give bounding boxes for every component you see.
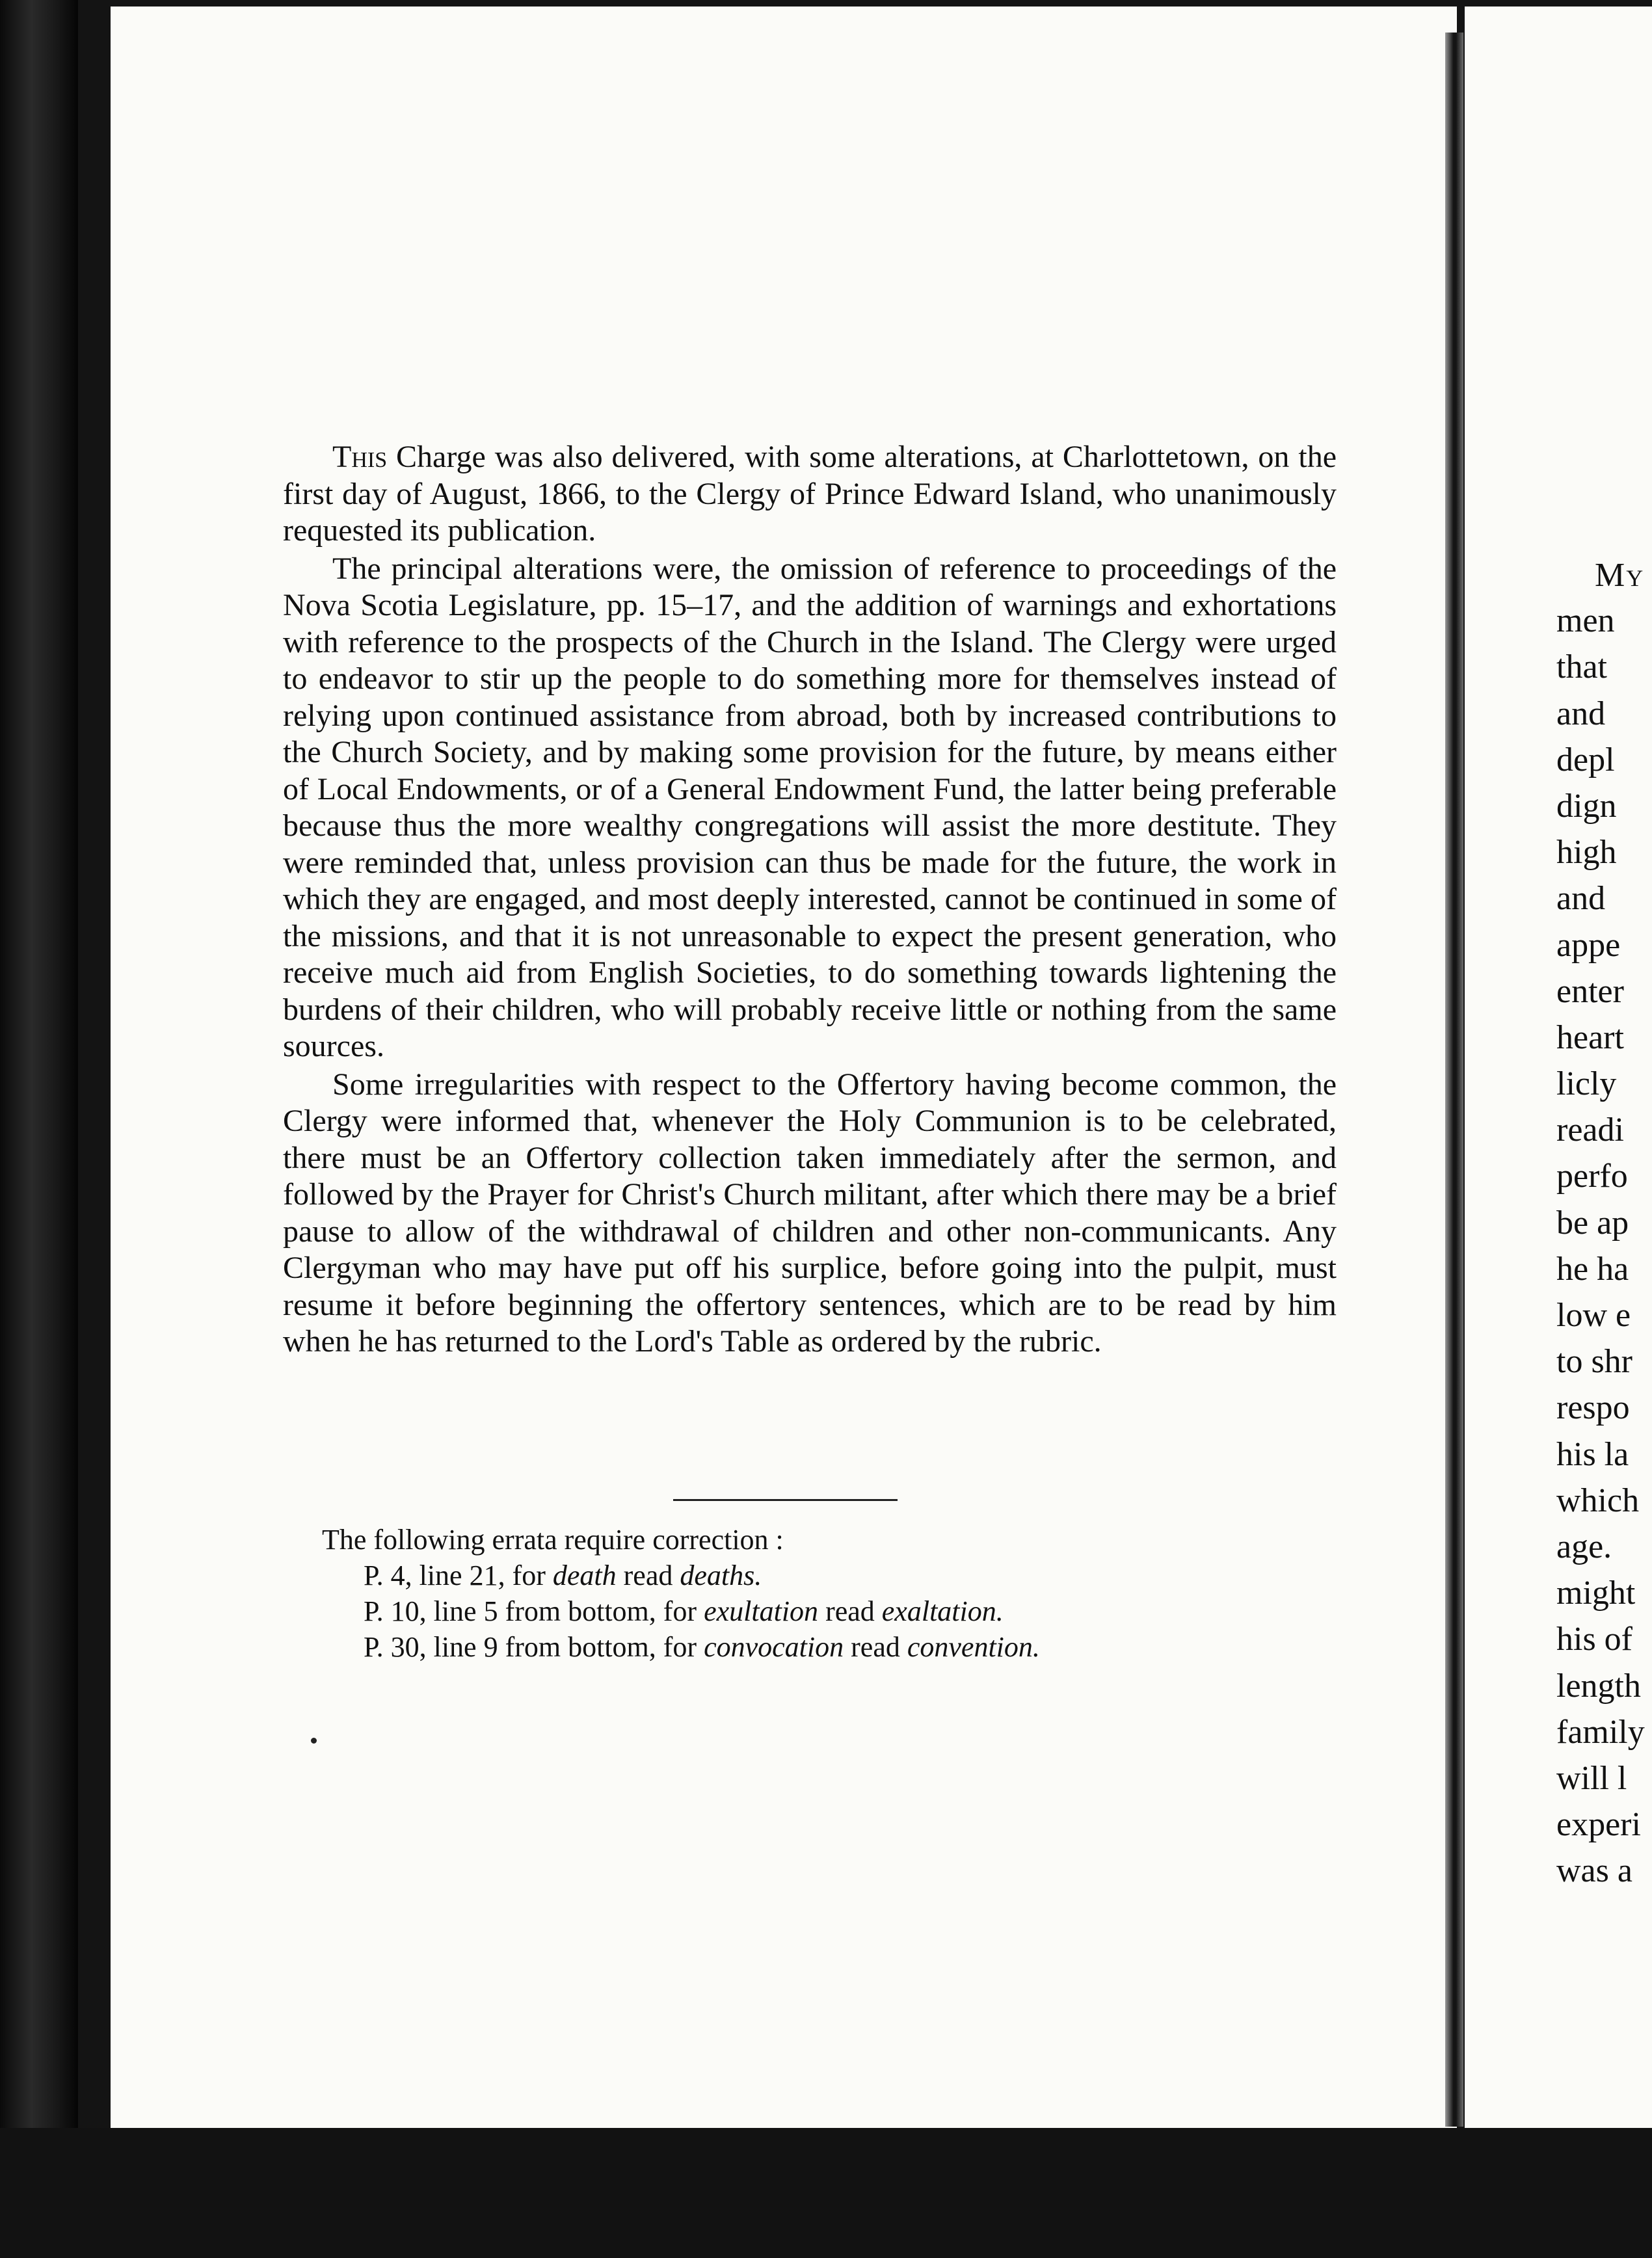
book-binding-edge bbox=[0, 0, 78, 2258]
errata-correct: deaths. bbox=[680, 1560, 762, 1591]
right-page-line: age. bbox=[1556, 1528, 1612, 1565]
right-page-line: and bbox=[1556, 695, 1606, 732]
errata-read: read bbox=[844, 1631, 907, 1663]
errata-correct: convention. bbox=[907, 1631, 1040, 1663]
ink-speck bbox=[311, 1738, 317, 1744]
right-page-line: was a bbox=[1556, 1852, 1632, 1890]
paragraph-1 bbox=[283, 439, 1337, 550]
page-gutter bbox=[1445, 33, 1463, 2127]
paragraph-3: Some irregularities with respect to the Offertory having become common, the Clergy were informed that, whenever the Holy Communion is to be celebrated, there must be an Offertory collection taken immediately after the sermon, and followed by the Prayer for Christ's Church militant, after which there may be a brief pause to allow of the withdrawal of children and other non-communicants. Any Clergyman who may have put off his surplice, before going into the pulpit, must resume it before beginning the offertory sentences, which are to be read by him when he has returned to the Lord's Table as ordered by the rubric. bbox=[283, 1067, 1337, 1359]
errata-wrong: death bbox=[552, 1560, 617, 1591]
right-page-line: will l bbox=[1556, 1759, 1627, 1797]
paragraph-lead-word: This bbox=[332, 440, 388, 474]
errata-read: read bbox=[616, 1560, 680, 1591]
right-page-line: enter bbox=[1556, 972, 1624, 1010]
errata-ref: P. 30, line 9 from bottom, for bbox=[364, 1631, 704, 1663]
errata-heading: The following errata require correction : bbox=[322, 1524, 784, 1556]
errata-wrong: exultation bbox=[704, 1595, 819, 1627]
right-page-line: respo bbox=[1556, 1389, 1630, 1427]
right-page-line: and bbox=[1556, 880, 1606, 918]
right-page-line: length bbox=[1556, 1667, 1641, 1705]
right-page-line: perfo bbox=[1556, 1158, 1628, 1195]
right-page-line: dign bbox=[1556, 787, 1617, 825]
errata-item bbox=[322, 1593, 1298, 1629]
right-page-line: family bbox=[1556, 1713, 1645, 1751]
errata-ref: P. 4, line 21, for bbox=[364, 1560, 553, 1591]
right-page-line: might bbox=[1556, 1574, 1636, 1612]
right-page-line: depl bbox=[1556, 741, 1615, 778]
right-page-line bbox=[1556, 551, 1645, 598]
errata-item bbox=[322, 1558, 1298, 1593]
right-page-line: be ap bbox=[1556, 1204, 1629, 1242]
left-page-body bbox=[283, 439, 1337, 1361]
right-page-fragment-lines bbox=[1556, 551, 1645, 1894]
errata-read: read bbox=[818, 1595, 882, 1627]
right-page-line: low e bbox=[1556, 1297, 1631, 1334]
errata-item bbox=[322, 1629, 1298, 1665]
right-page-line: men bbox=[1556, 602, 1615, 640]
right-page-line: to shr bbox=[1556, 1343, 1632, 1381]
paragraph-2: The principal alterations were, the omission of reference to proceedings of the Nova Scotia Legislature, pp. 15–17, and the addition of warnings and exhortations with reference to the prospects of the Church in the Island. The Clergy were urged to endeavor to stir up the people to do something more for themselves instead of relying upon continued assistance from abroad, both by increased contributions to the Church Society, and by making some provision for the future, by means either of Local Endowments, or of a General Endowment Fund, the latter being preferable because thus the more wealthy congregations will assist the more destitute. They were reminded that, unless provision can thus be made for the future, the work in which they are engaged, and most deeply interested, cannot be continued in some of the missions, and that it is not unreasonable to expect the present generation, who receive much aid from English Societies, to do something towards lightening the burdens of their children, who will probably receive little or nothing from the same sources. bbox=[283, 551, 1337, 1063]
section-divider bbox=[673, 1499, 898, 1501]
right-page-line: licly bbox=[1556, 1065, 1617, 1103]
right-page-line: which bbox=[1556, 1481, 1640, 1519]
right-page-line: appe bbox=[1556, 926, 1621, 964]
right-page-line: his la bbox=[1556, 1435, 1629, 1473]
right-page-heading: My bbox=[1595, 557, 1645, 594]
right-page-line: experi bbox=[1556, 1806, 1641, 1844]
paragraph-1-text: Charge was also delivered, with some alterations, at Charlottetown, on the first day of August, 1866, to the Clergy of Prince Edward Island, who unanimously requested its publication. bbox=[283, 440, 1337, 548]
right-page-line: he ha bbox=[1556, 1250, 1629, 1288]
errata-ref: P. 10, line 5 from bottom, for bbox=[364, 1595, 704, 1627]
errata-block bbox=[322, 1522, 1298, 1665]
right-page-line: that bbox=[1556, 648, 1607, 686]
errata-wrong: convocation bbox=[704, 1631, 844, 1663]
right-page-line: readi bbox=[1556, 1111, 1624, 1149]
scan-bottom-shadow bbox=[0, 2128, 1652, 2258]
right-page-line: high bbox=[1556, 834, 1617, 871]
right-page-line: his of bbox=[1556, 1621, 1632, 1658]
right-page-line: heart bbox=[1556, 1018, 1624, 1056]
errata-correct: exaltation. bbox=[881, 1595, 1004, 1627]
